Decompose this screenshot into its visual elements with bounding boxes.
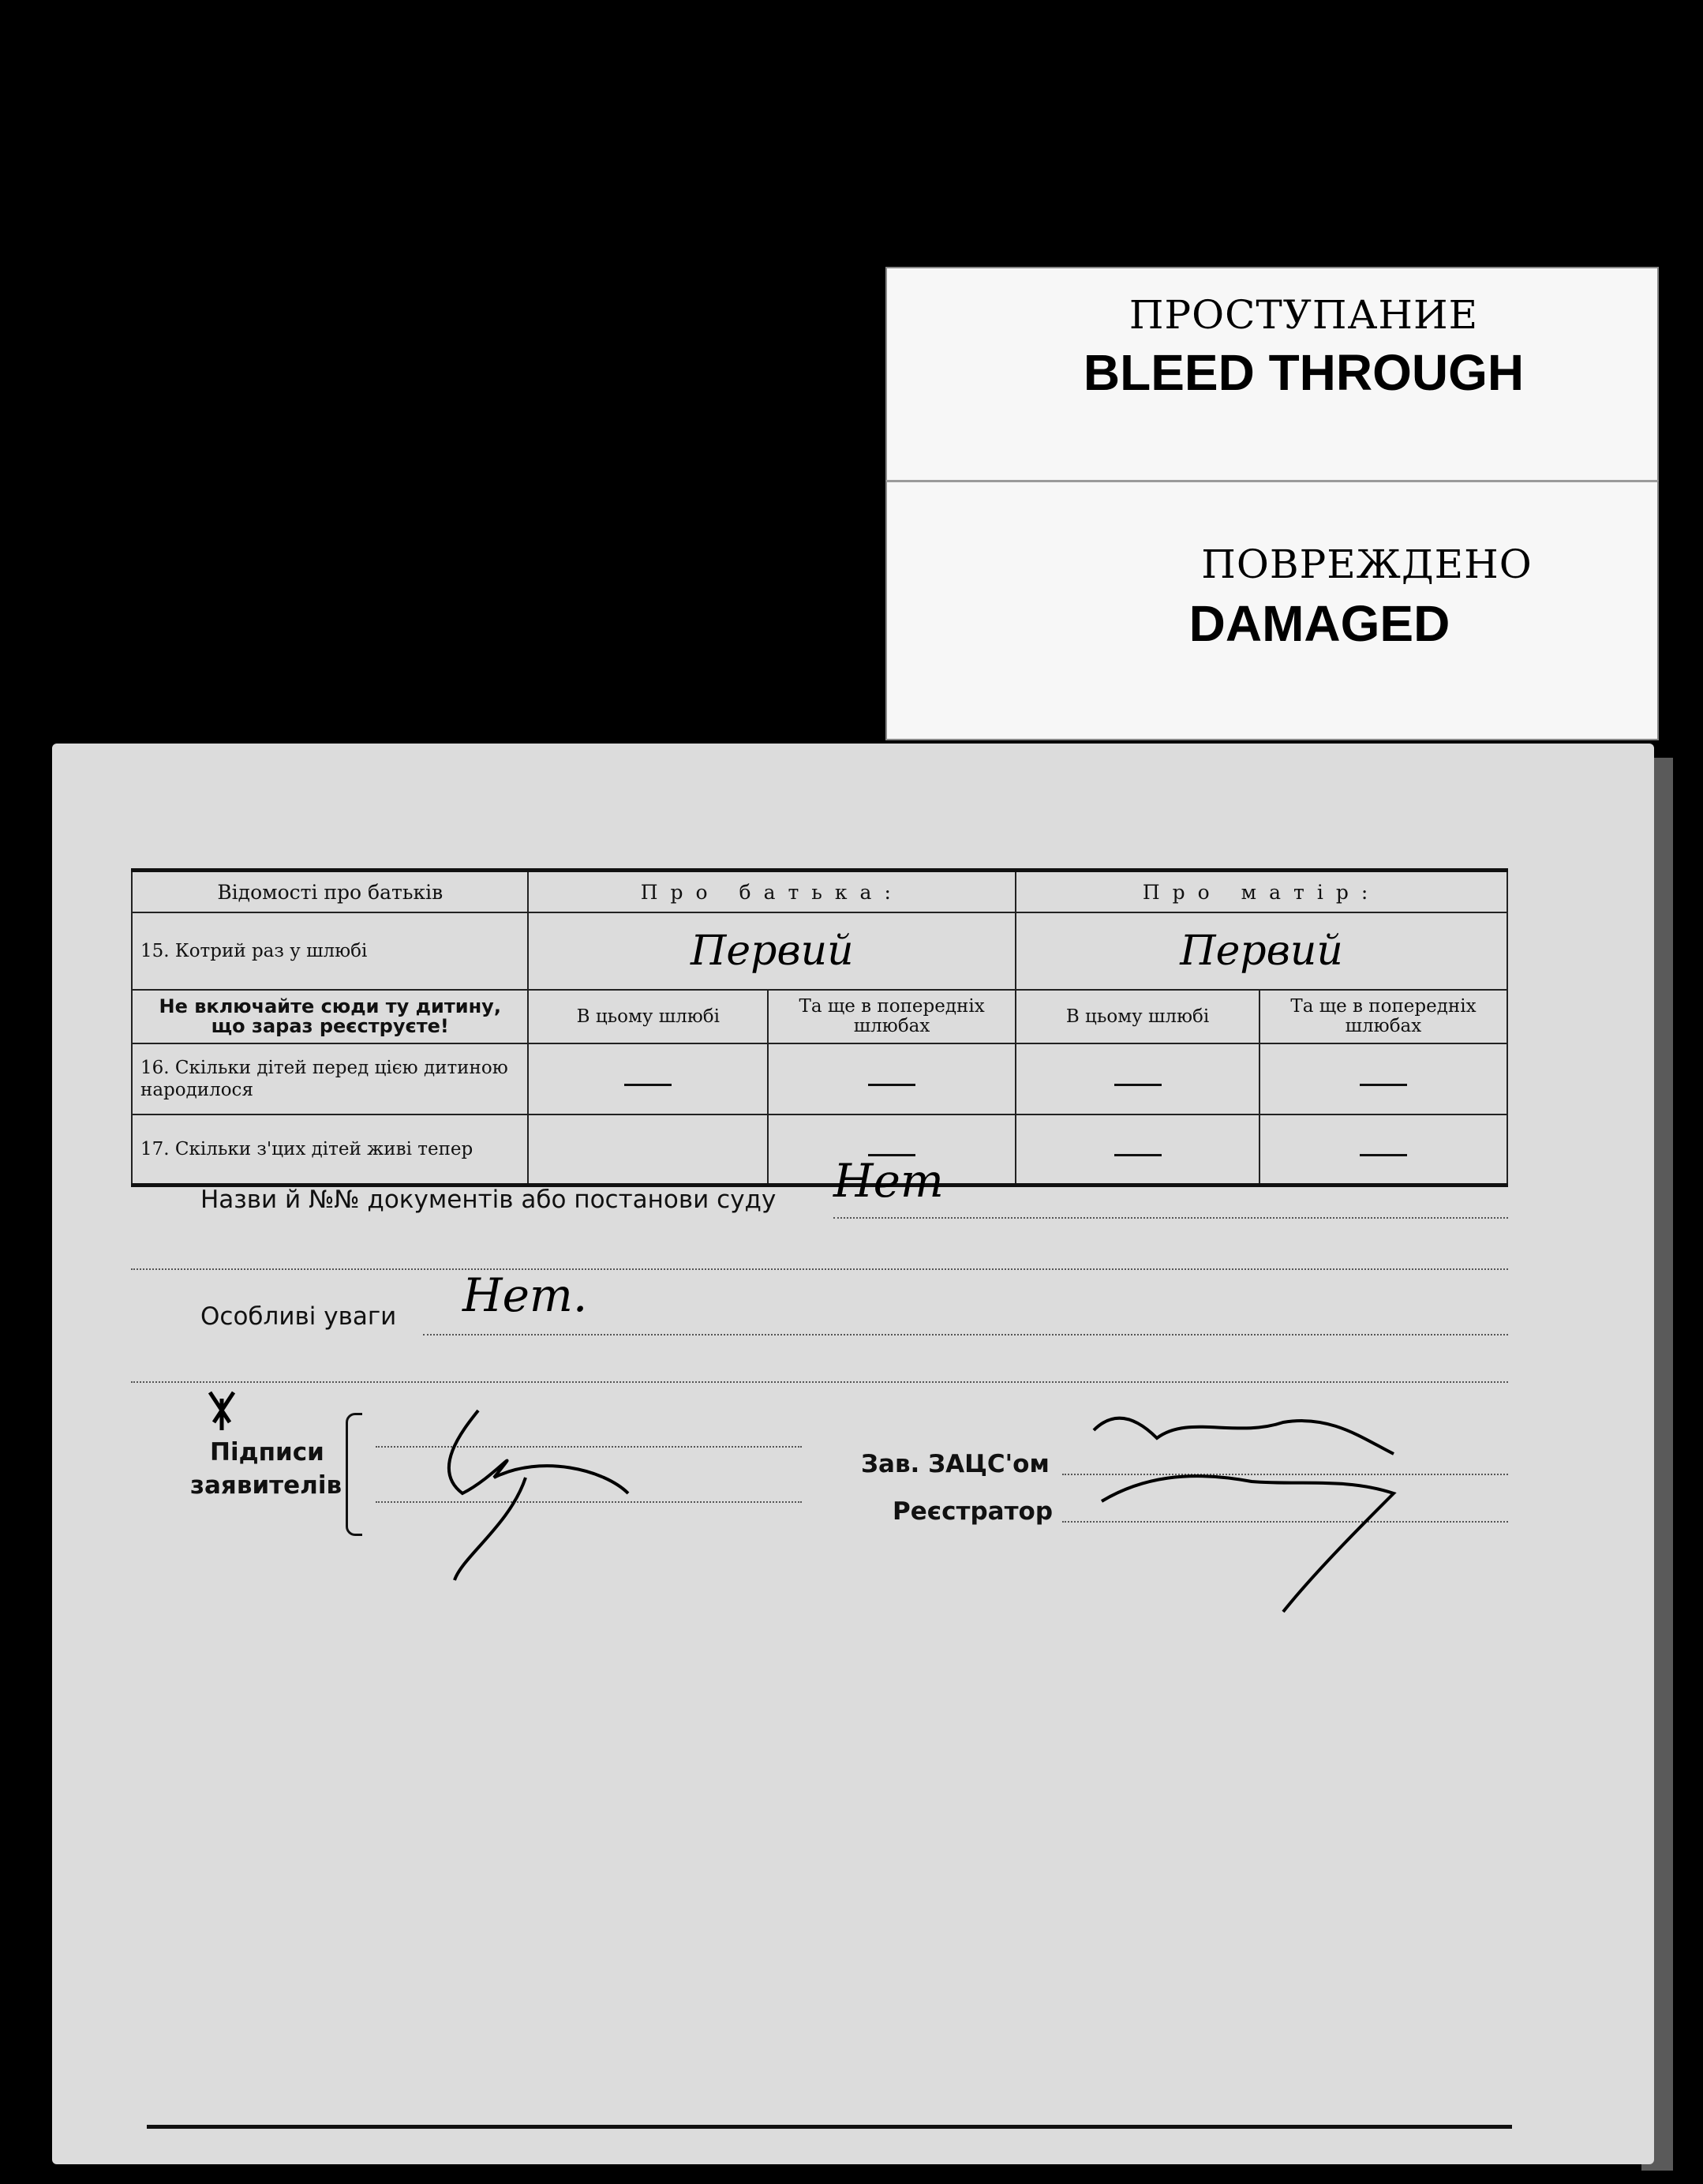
bleed-through-tag [885, 267, 1659, 483]
documents-value: Нет [833, 1154, 944, 1208]
head-label: Зав. ЗАЦС'ом [861, 1450, 1050, 1478]
registrar-signature [1094, 1418, 1394, 1612]
father-prev-marriages: Та ще в попередніх шлюбах [768, 990, 1016, 1043]
header-parents-info: Відомості про батьків [132, 871, 528, 913]
row17-label: 17. Скільки з'цих дітей живі тепер [132, 1114, 528, 1186]
mother-prev-marriages: Та ще в попередніх шлюбах [1259, 990, 1507, 1043]
row15-father-value: Первий [690, 927, 854, 975]
damaged-ru: ПОВРЕЖДЕНО [1201, 541, 1533, 587]
bottom-rule [147, 2125, 1512, 2129]
header-father: Про батька: [528, 871, 1016, 913]
row15-mother-value: Первий [1180, 927, 1343, 975]
record-page [52, 744, 1654, 2164]
damaged-tag [885, 480, 1659, 740]
header-mother: Про матір: [1016, 871, 1507, 913]
remarks-label: Особливі уваги [200, 1302, 397, 1331]
bleed-through-ru: ПРОСТУПАНИЕ [1128, 292, 1479, 338]
documents-label: Назви й №№ документів або постанови суду [200, 1186, 777, 1214]
applicant-mark-signature [210, 1392, 234, 1430]
bleed-through-en: BLEED THROUGH [1083, 344, 1525, 401]
damaged-en: DAMAGED [1188, 595, 1450, 652]
remarks-value: Нет. [462, 1268, 588, 1322]
row16-label: 16. Скільки дітей перед цією дитиною народилося [132, 1043, 528, 1114]
signature-strokes [52, 744, 1654, 2164]
mother-this-marriage: В цьому шлюбі [1016, 990, 1259, 1043]
row15-label: 15. Котрий раз у шлюбі [132, 912, 528, 990]
registrar-label: Реєстратор [893, 1497, 1054, 1526]
father-this-marriage: В цьому шлюбі [528, 990, 768, 1043]
exclude-note: Не включайте сюди ту дитину, що зараз реєструєте! [132, 990, 528, 1043]
applicants-label-2: заявителів [190, 1471, 342, 1500]
applicants-label-1: Підписи [210, 1438, 324, 1467]
applicant-signature [449, 1410, 628, 1580]
